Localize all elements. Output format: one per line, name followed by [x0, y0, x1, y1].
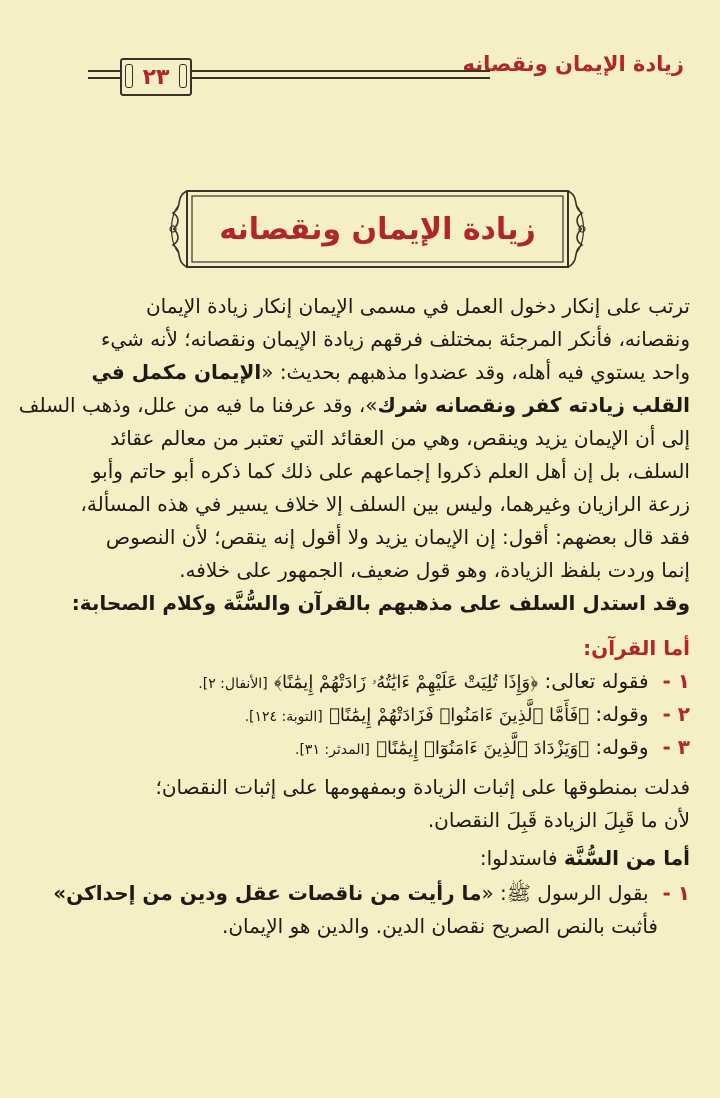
paragraph-text: »، وقد عرفنا ما فيه من علل، وذهب السلف: [18, 393, 378, 417]
paragraph-line: زرعة الرازيان وغيرهما، وليس بين السلف إلا خلاف يسير في هذه المسألة،: [80, 492, 690, 516]
verse-reference: [المدثر: ٣١].: [295, 742, 370, 758]
header-rule-right: [190, 70, 490, 79]
hadith-close: »: [53, 881, 67, 905]
sunnah-heading: [480, 845, 690, 871]
item-number: ٢ -: [662, 702, 690, 726]
paragraph-line: إنما وردت بلفظ الزيادة، وهو قول ضعيف، الجمهور على خلافه.: [179, 558, 690, 582]
evidence-heading: وقد استدل السلف على مذهبهم بالقرآن والسُّنَّة وكلام الصحابة:: [71, 591, 690, 615]
paragraph-line: ترتب على إنكار دخول العمل في مسمى الإيمان إنكار زيادة الإيمان: [145, 294, 690, 318]
header-rule-left: [88, 70, 120, 79]
quran-heading: أما القرآن:: [583, 636, 690, 660]
item-text: بقول الرسول ﷺ: «: [481, 881, 649, 905]
page-number: ٢٣: [142, 64, 170, 90]
paragraph-text: واحد يستوي فيه أهله، وقد عضدوا مذهبهم بحديث: «: [261, 360, 690, 384]
quran-verse: ﴿وَإِذَا تُلِيَتْ عَلَيْهِمْ ءَايَٰتُهُۥ زَادَتْهُمْ إِيمَٰنًا﴾: [274, 672, 539, 693]
item-text: وقوله:: [589, 735, 649, 759]
paragraph-line: [91, 359, 690, 385]
paragraph-line: فدلت بمنطوقها على إثبات الزيادة وبمفهومها على إثبات النقصان؛: [155, 775, 690, 799]
quran-verse: ﴿وَيَزْدَادَ ٱلَّذِينَ ءَامَنُوٓا۟ إِيمَٰنًا﴾: [376, 738, 590, 759]
sunnah-item: [53, 880, 690, 906]
paragraph-line: إلى أن الإيمان يزيد وينقص، وهي من العقائد التي تعتبر من معالم عقائد: [110, 426, 690, 450]
item-number: ١ -: [662, 881, 690, 905]
item-number: ١ -: [662, 669, 690, 693]
verse-reference: [التوبة: ١٢٤].: [244, 709, 323, 725]
paragraph-line: فأثبت بالنص الصريح نقصان الدين. والدين هو الإيمان.: [221, 914, 658, 938]
item-text: وقوله:: [589, 702, 649, 726]
item-number: ٣ -: [662, 735, 690, 759]
paragraph-line: ونقصانه، فأنكر المرجئة بمختلف فرقهم زيادة الإيمان ونقصانه؛ لأنه شيء: [100, 327, 690, 351]
verse-reference: [الأنفال: ٢].: [198, 676, 268, 692]
quran-item: [198, 668, 690, 697]
paragraph-line: فقد قال بعضهم: أقول: إن الإيمان يزيد ولا أقول إنه ينقص؛ لأن النصوص: [105, 525, 690, 549]
sunnah-heading-suffix: فاستدلوا:: [479, 846, 564, 870]
hadith-quote: ما رأيت من ناقصات عقل ودين من إحداكن: [66, 881, 482, 905]
sunnah-heading-label: أما من السُّنَّة: [563, 846, 690, 870]
item-text: فقوله تعالى:: [538, 669, 649, 693]
section-title: زيادة الإيمان ونقصانه: [219, 211, 536, 247]
section-title-frame: [165, 185, 590, 273]
page-number-box: [120, 58, 192, 96]
quran-item: [245, 701, 690, 730]
paragraph-line: السلف، بل إن أهل العلم ذكروا إجماعهم على ذلك كما ذكره أبو حاتم وأبو: [91, 459, 690, 483]
hadith-quote: الإيمان مكمل في: [91, 360, 262, 384]
paragraph-line: لأن ما قَبِلَ الزيادة قَبِلَ النقصان.: [427, 808, 690, 832]
quran-item: [295, 734, 690, 763]
quran-verse: ﴿فَأَمَّا ٱلَّذِينَ ءَامَنُوا۟ فَزَادَتْهُمْ إِيمَٰنًا﴾: [329, 705, 590, 726]
paragraph-line: [19, 392, 690, 418]
hadith-quote: القلب زيادته كفر ونقصانه شرك: [377, 393, 690, 417]
running-title: زيادة الإيمان ونقصانه: [462, 52, 684, 76]
